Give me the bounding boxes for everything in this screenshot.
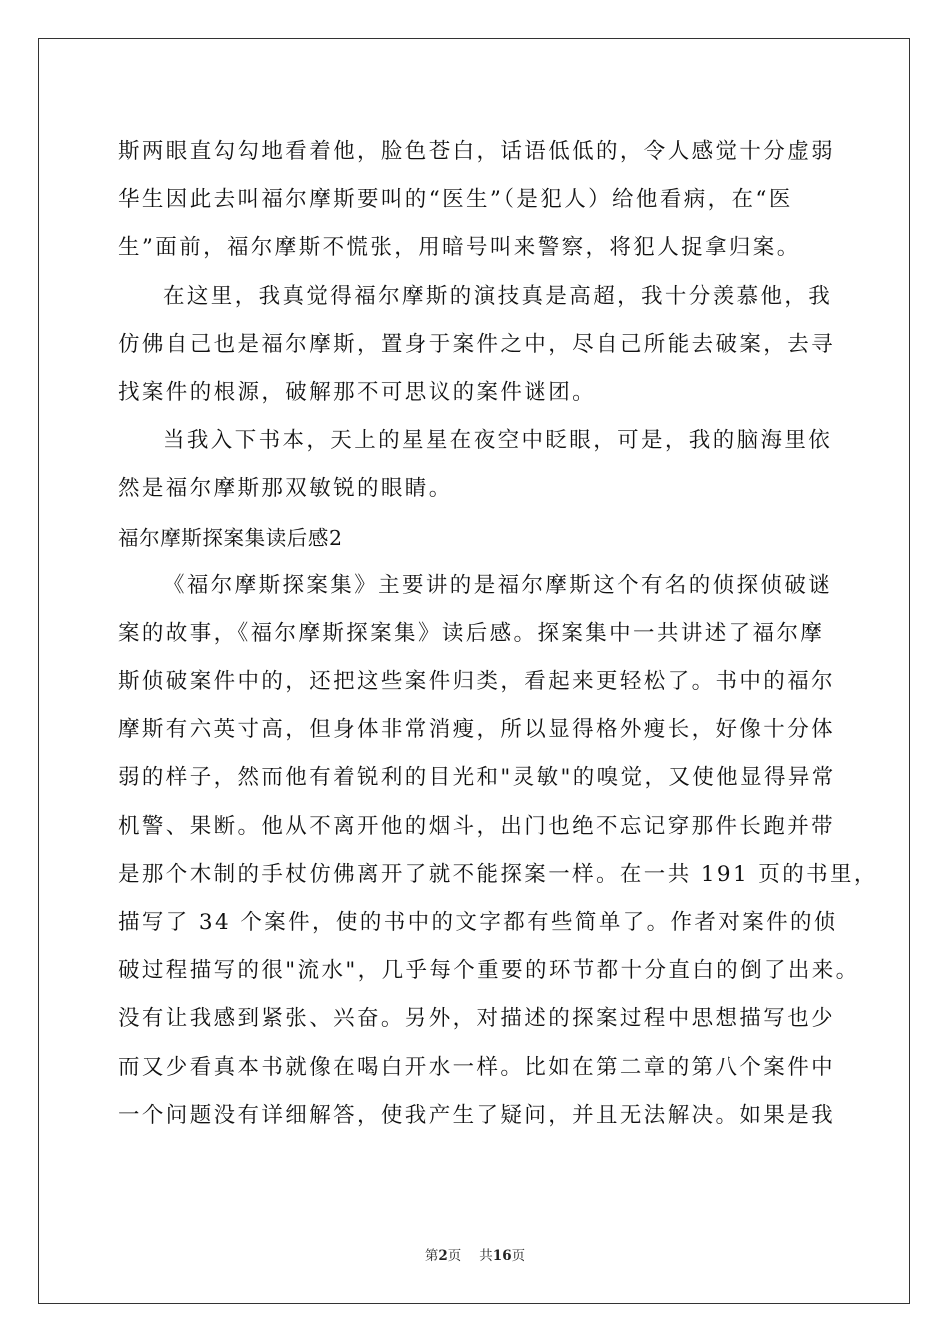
paragraph-start-line: 当我入下书本，天上的星星在夜空中眨眼，可是，我的脑海里依 — [163, 428, 833, 454]
text-line: 找案件的根源，破解那不可思议的案件谜团。 — [118, 379, 597, 405]
total-pages: 16 — [492, 1248, 512, 1264]
text-line: 摩斯有六英寸高，但身体非常消瘦，所以显得格外瘦长，好像十分体 — [118, 717, 836, 743]
text-line: 没有让我感到紧张、兴奋。另外，对描述的探案过程中思想描写也少 — [118, 1006, 836, 1032]
paragraph-start-line: 《福尔摩斯探案集》主要讲的是福尔摩斯这个有名的侦探侦破谜 — [163, 572, 833, 598]
page-footer — [0, 1246, 950, 1266]
page-prefix: 第 — [424, 1248, 439, 1264]
text-line: 是那个木制的手杖仿佛离开了就不能探案一样。在一共 191 页的书里， — [118, 861, 878, 887]
paragraph-start-line: 在这里，我真觉得福尔摩斯的演技真是高超，我十分羡慕他，我 — [163, 283, 833, 309]
text-line: 然是福尔摩斯那双敏锐的眼睛。 — [118, 476, 453, 502]
text-line: 华生因此去叫福尔摩斯要叫的“医生”（是犯人）给他看病，在“医 — [118, 187, 793, 213]
text-line: 一个问题没有详细解答，使我产生了疑问，并且无法解决。如果是我 — [118, 1102, 836, 1128]
total-prefix: 共 — [479, 1248, 493, 1264]
text-line: 描写了 34 个案件，使的书中的文字都有些简单了。作者对案件的侦 — [118, 910, 838, 935]
text-line: 机警、果断。他从不离开他的烟斗，出门也绝不忘记穿那件长跑并带 — [118, 813, 836, 839]
document-body — [118, 128, 878, 1140]
text-line: 斯两眼直勾勾地看着他，脸色苍白，话语低低的，令人感觉十分虚弱 — [118, 139, 836, 164]
section-heading: 福尔摩斯探案集读后感2 — [118, 525, 343, 550]
text-line: 而又少看真本书就像在喝白开水一样。比如在第二章的第八个案件中 — [118, 1054, 836, 1080]
total-suffix: 页 — [511, 1248, 526, 1264]
text-line: 生”面前，福尔摩斯不慌张，用暗号叫来警察，将犯人捉拿归案。 — [118, 235, 801, 261]
text-line: 斯侦破案件中的，还把这些案件归类，看起来更轻松了。书中的福尔 — [118, 669, 836, 695]
text-line: 案的故事，《福尔摩斯探案集》读后感。探案集中一共讲述了福尔摩 — [118, 620, 825, 646]
page-number: 2 — [438, 1248, 448, 1264]
text-line: 弱的样子，然而他有着锐利的目光和"灵敏"的嗅觉，又使他显得异常 — [118, 765, 836, 791]
text-line: 仿佛自己也是福尔摩斯，置身于案件之中，尽自己所能去破案，去寻 — [118, 331, 836, 357]
text-line: 破过程描写的很"流水"，几乎每个重要的环节都十分直白的倒了出来。 — [118, 958, 860, 984]
page-suffix: 页 — [447, 1248, 462, 1264]
